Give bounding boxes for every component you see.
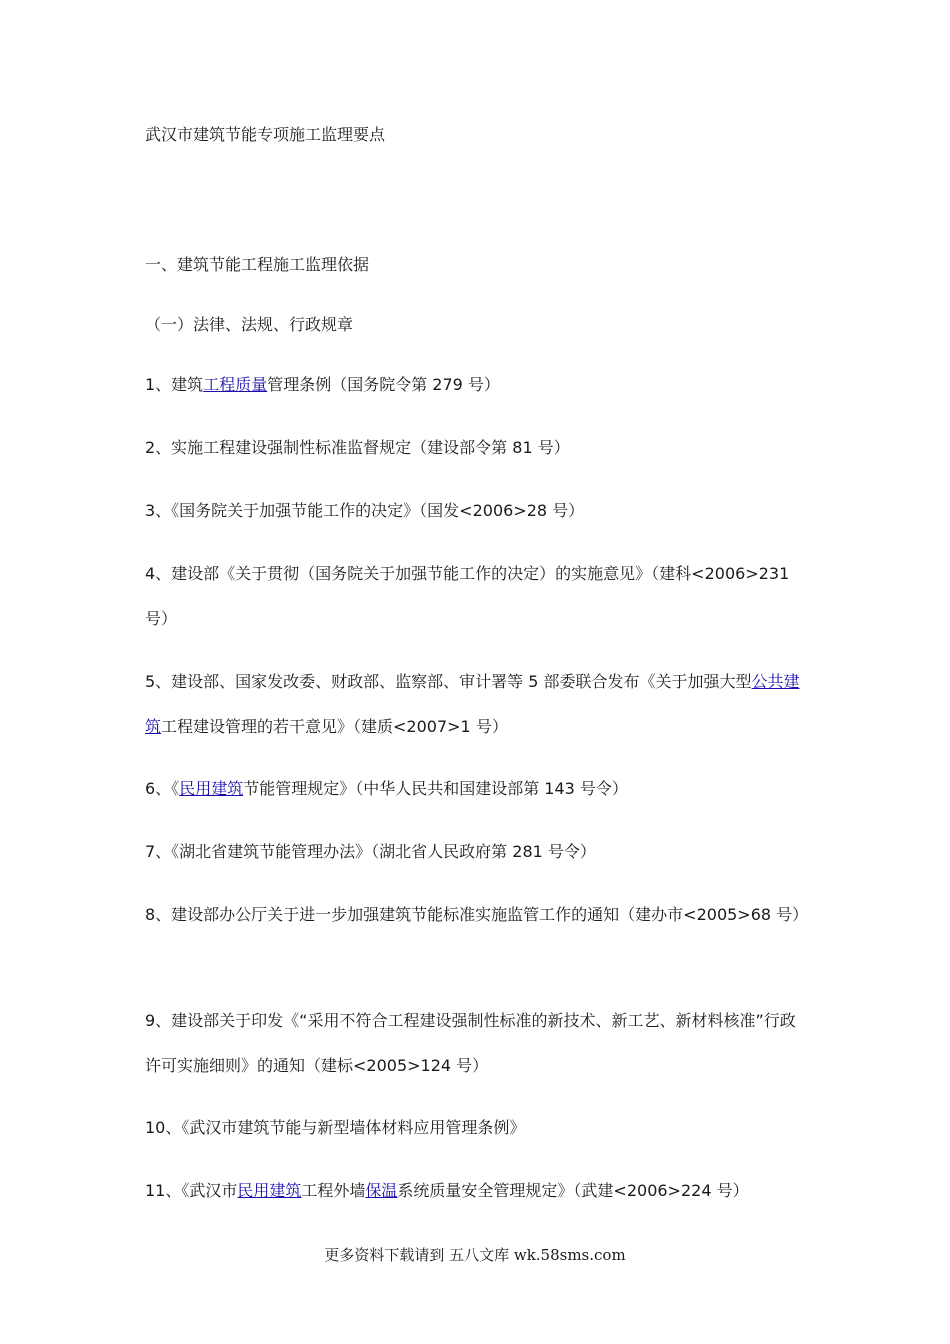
list-item-text: 11、《武汉市	[145, 1181, 238, 1200]
link-civil-buildings[interactable]: 民用建筑	[237, 1181, 302, 1200]
list-item-6	[145, 779, 628, 799]
list-item-4: 4、建设部《关于贯彻（国务院关于加强节能工作的决定）的实施意见》（建科<2006>231 号）	[145, 564, 790, 628]
link-civil-buildings[interactable]: 民用建筑	[179, 779, 244, 798]
link-insulation[interactable]: 保温	[365, 1181, 398, 1200]
list-item-10: 10、《武汉市建筑节能与新型墙体材料应用管理条例》	[145, 1118, 526, 1137]
link-engineering-quality[interactable]: 工程质量	[203, 375, 268, 394]
list-item-1	[145, 375, 500, 395]
list-item-text: 1、建筑	[145, 375, 204, 394]
list-item-3: 3、《国务院关于加强节能工作的决定》（国发<2006>28 号）	[145, 501, 585, 520]
list-item-5	[145, 659, 805, 749]
section-heading: 一、建筑节能工程施工监理依据	[145, 255, 370, 274]
subsection-heading: （一）法律、法规、行政规章	[145, 315, 354, 334]
list-item-text: 管理条例（国务院令第 279 号）	[267, 375, 500, 394]
list-item-text: 工程外墙	[301, 1181, 366, 1200]
document-title: 武汉市建筑节能专项施工监理要点	[145, 125, 386, 144]
list-item-text: 工程建设管理的若干意见》（建质<2007>1 号）	[161, 717, 508, 736]
list-item-11	[145, 1181, 749, 1201]
list-item-text: 系统质量安全管理规定》（武建<2006>224 号）	[397, 1181, 749, 1200]
list-item-8: 8、建设部办公厅关于进一步加强建筑节能标准实施监管工作的通知（建办市<2005>68 号）	[145, 905, 809, 924]
list-item-text: 5、建设部、国家发改委、财政部、监察部、审计署等 5 部委联合发布《关于加强大型	[145, 672, 752, 691]
list-item-9: 9、建设部关于印发《“采用不符合工程建设强制性标准的新技术、新工艺、新材料核准”行政许可实施细则》的通知（建标<2005>124 号）	[145, 1011, 796, 1075]
link-public-buildings[interactable]: 公共建筑	[145, 672, 800, 736]
list-item-2: 2、实施工程建设强制性标准监督规定（建设部令第 81 号）	[145, 438, 570, 457]
list-item-text: 6、《	[145, 779, 180, 798]
footer-download-note: 更多资料下载请到 五八文库 wk.58sms.com	[324, 1246, 626, 1264]
list-item-7: 7、《湖北省建筑节能管理办法》（湖北省人民政府第 281 号令）	[145, 842, 596, 861]
list-item-text: 节能管理规定》（中华人民共和国建设部第 143 号令）	[243, 779, 628, 798]
